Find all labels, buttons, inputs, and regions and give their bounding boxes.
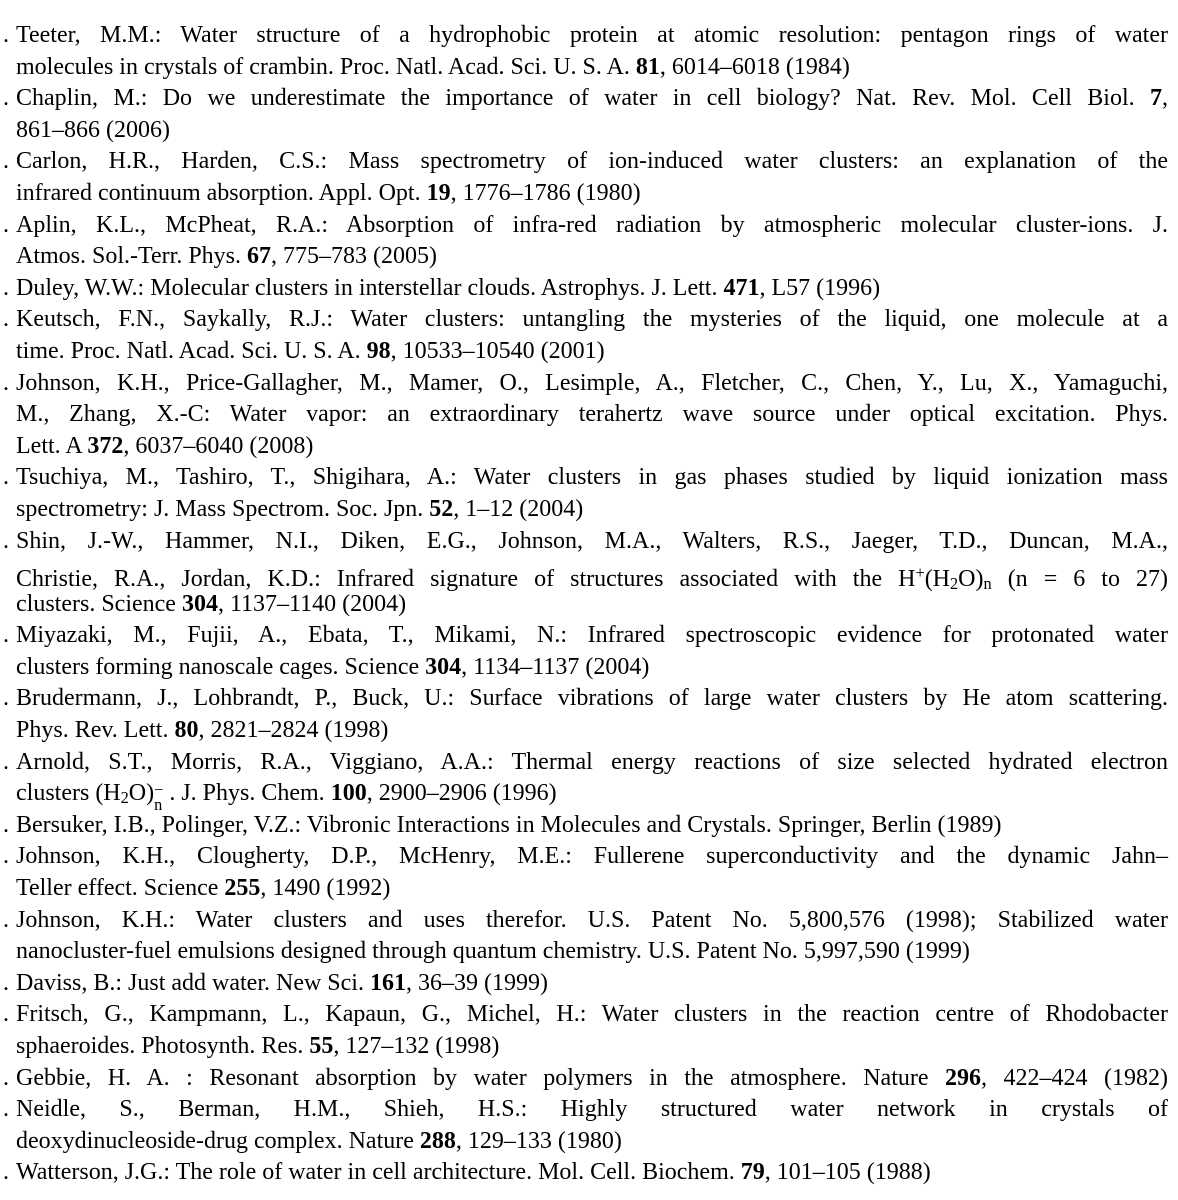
reference-item <box>3 1094 1168 1157</box>
reference-line: molecules in crystals of crambin. Proc. Natl. Acad. Sci. U. S. A. 81, 6014–6018 (1984) <box>16 53 850 80</box>
reference-line: . Johnson, K.H.: Water clusters and uses therefor. U.S. Patent No. 5,800,576 (1998); Stabilized water <box>16 905 1168 937</box>
reference-item <box>3 747 1168 815</box>
reference-item <box>3 841 1168 904</box>
ref-number-period: . <box>3 464 9 491</box>
reference-line: . Watterson, J.G.: The role of water in cell architecture. Mol. Cell. Biochem. 79, 101–105 (1988) <box>16 1157 1168 1189</box>
reference-line: deoxydinucleoside-drug complex. Nature 288, 129–133 (1980) <box>16 1127 622 1154</box>
reference-item <box>3 1157 1168 1189</box>
reference-line: clusters. Science 304, 1137–1140 (2004) <box>16 590 407 617</box>
reference-line: Lett. A 372, 6037–6040 (2008) <box>16 432 314 459</box>
reference-item <box>3 999 1168 1062</box>
reference-line: 861–866 (2006) <box>16 116 170 143</box>
ref-number-period: . <box>3 148 9 175</box>
reference-line: . Bersuker, I.B., Polinger, V.Z.: Vibronic Interactions in Molecules and Crystals. Springer, Berlin (1989) <box>16 810 1168 842</box>
reference-line: . Keutsch, F.N., Saykally, R.J.: Water clusters: untangling the mysteries of the liquid, one molecule at a <box>16 304 1168 336</box>
ref-number-period: . <box>3 843 9 870</box>
reference-line: . Gebbie, H. A. : Resonant absorption by water polymers in the atmosphere. Nature 296, 422–424 (1982) <box>16 1063 1168 1095</box>
reference-line: Christie, R.A., Jordan, K.D.: Infrared signature of structures associated with the H+(H2O)n (n = 6 to 27) <box>16 563 1168 594</box>
ref-number-period: . <box>3 85 9 112</box>
reference-line: Atmos. Sol.-Terr. Phys. 67, 775–783 (2005) <box>16 243 437 270</box>
reference-line: . Chaplin, M.: Do we underestimate the importance of water in cell biology? Nat. Rev. Mol. Cell Biol. 7, <box>16 83 1168 115</box>
reference-item <box>3 83 1168 146</box>
reference-item <box>3 1063 1169 1095</box>
reference-line: Phys. Rev. Lett. 80, 2821–2824 (1998) <box>16 717 389 744</box>
reference-line: . Johnson, K.H., Price-Gallagher, M., Mamer, O., Lesimple, A., Fletcher, C., Chen, Y., Lu, X., Yamaguchi, <box>16 368 1168 400</box>
ref-number-period: . <box>3 274 9 301</box>
ref-number-period: . <box>3 685 9 712</box>
ref-number-period: . <box>3 22 9 48</box>
ref-number-period: . <box>3 211 9 238</box>
reference-line: time. Proc. Natl. Acad. Sci. U. S. A. 98, 10533–10540 (2001) <box>16 337 605 364</box>
reference-line: . Arnold, S.T., Morris, R.A., Viggiano, A.A.: Thermal energy reactions of size selected hydrated electron <box>16 747 1168 779</box>
reference-item <box>3 20 1168 83</box>
reference-line: . Fritsch, G., Kampmann, L., Kapaun, G., Michel, H.: Water clusters in the reaction centre of Rhodobacter <box>16 999 1168 1031</box>
reference-line: . Shin, J.-W., Hammer, N.I., Diken, E.G., Johnson, M.A., Walters, R.S., Jaeger, T.D., Duncan, M.A., <box>16 526 1168 558</box>
ref-number-period: . <box>3 1096 9 1123</box>
ref-number-period: . <box>3 527 9 554</box>
reference-item <box>3 368 1168 463</box>
reference-line: M., Zhang, X.-C: Water vapor: an extraordinary terahertz wave source under optical excitation. Phys. <box>16 401 1168 428</box>
reference-item <box>3 905 1168 968</box>
ref-number-period: . <box>3 369 9 396</box>
formula-sup-sub-stack: − n <box>154 780 164 815</box>
reference-line: . Brudermann, J., Lohbrandt, P., Buck, U.: Surface vibrations of large water clusters by He atom scattering. <box>16 683 1168 715</box>
ref-number-period: . <box>3 1001 9 1028</box>
ref-number-period: . <box>3 1064 9 1091</box>
reference-item <box>3 210 1168 273</box>
ref-number-period: . <box>3 811 9 838</box>
reference-item <box>3 683 1168 746</box>
ref-number-period: . <box>3 748 9 775</box>
reference-item <box>3 462 1168 525</box>
reference-line: . Miyazaki, M., Fujii, A., Ebata, T., Mikami, N.: Infrared spectroscopic evidence for protonated water <box>16 620 1168 652</box>
reference-item <box>3 810 1168 842</box>
reference-line: sphaeroides. Photosynth. Res. 55, 127–132 (1998) <box>16 1033 500 1059</box>
reference-line: . Neidle, S., Berman, H.M., Shieh, H.S.: Highly structured water network in crystals of <box>16 1094 1168 1126</box>
ref-number-period: . <box>3 306 9 333</box>
reference-line: spectrometry: J. Mass Spectrom. Soc. Jpn. 52, 1–12 (2004) <box>16 495 584 522</box>
reference-line: . Teeter, M.M.: Water structure of a hydrophobic protein at atomic resolution: pentagon rings of water <box>16 20 1168 52</box>
reference-line: clusters (H2O) − n . J. Phys. Chem. 100, 2900–2906 (1996) <box>16 780 557 815</box>
reference-item <box>3 146 1168 209</box>
reference-line: . Daviss, B.: Just add water. New Sci. 161, 36–39 (1999) <box>16 968 1168 1000</box>
reference-line: infrared continuum absorption. Appl. Opt. 19, 1776–1786 (1980) <box>16 179 641 206</box>
ref-number-period: . <box>3 906 9 933</box>
reference-line: . Tsuchiya, M., Tashiro, T., Shigihara, A.: Water clusters in gas phases studied by liquid ionization mass <box>16 462 1168 494</box>
reference-line: Teller effect. Science 255, 1490 (1992) <box>16 875 391 902</box>
reference-line: . Duley, W.W.: Molecular clusters in interstellar clouds. Astrophys. J. Lett. 471, L57 (1996) <box>16 273 1168 305</box>
reference-item <box>3 620 1168 683</box>
reference-item <box>3 304 1168 367</box>
reference-line: . Carlon, H.R., Harden, C.S.: Mass spectrometry of ion-induced water clusters: an explanation of the <box>16 146 1168 178</box>
reference-line: nanocluster-fuel emulsions designed through quantum chemistry. U.S. Patent No. 5,997,590 (1999) <box>16 938 970 965</box>
reference-item <box>3 526 1168 621</box>
reference-line: . Johnson, K.H., Clougherty, D.P., McHenry, M.E.: Fullerene superconductivity and the dynamic Jahn– <box>16 841 1168 873</box>
ref-number-period: . <box>3 969 9 996</box>
ref-number-period: . <box>3 622 9 649</box>
reference-line: . Aplin, K.L., McPheat, R.A.: Absorption of infra-red radiation by atmospheric molecular cluster-ions. J. <box>16 210 1168 242</box>
references-list <box>3 20 1169 1189</box>
reference-line: clusters forming nanoscale cages. Science 304, 1134–1137 (2004) <box>16 653 650 680</box>
reference-item <box>3 273 1168 305</box>
reference-item <box>3 968 1168 1000</box>
ref-number-period: . <box>3 1159 9 1186</box>
